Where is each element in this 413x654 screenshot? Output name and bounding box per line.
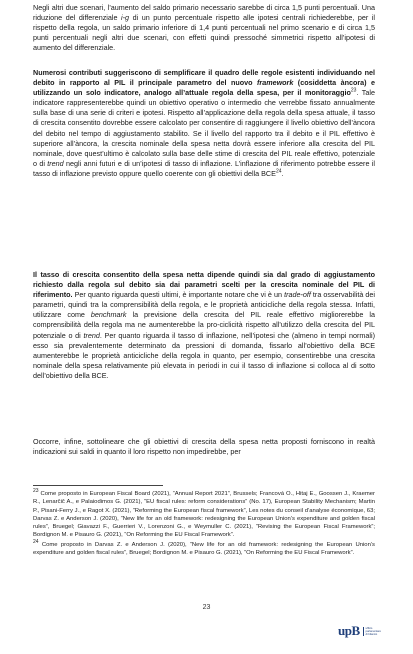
text-run: i-g (121, 13, 130, 23)
page-number: 23 (202, 604, 211, 611)
text-run: . (281, 168, 284, 178)
logo-line: di bilancio (365, 632, 378, 636)
text-run: Come proposto in Darvas Z. e Anderson J. (2020), “New life for an old framework: redesigning the European Union’s expenditure and golden fiscal rules”, Bruegel; Bordignon M. e Pisauro G. (2021), “On Reforming the EU Fiscal Framework”. (33, 541, 375, 557)
footnote-ref: 23 (33, 488, 39, 495)
paragraph-debt-anchor (33, 68, 375, 179)
paragraph-scenarios (33, 3, 375, 53)
text-run: Per quanto riguarda questi ultimi, è importante notare che vi è un (72, 290, 285, 300)
text-run: Come proposto in European Fiscal Board (2021), “Annual Report 2021”, Brussels; Francová O., Hitaj E., Goossen J., Kraemer R., Lenarčič A., e Palaiodimos G. (2021), “EU fiscal rules: reform considerations” (No. 17), European Stability Mechanism; Martin P., Pisani-Ferry J., e Ragot X. (2021), “Reforming the European fiscal framework”, Les notes du conseil d’analyse économique, 63; Darvas Z. e Anderson J. (2020), “New life for an old framework: redesigning the European Union’s expenditure and golden fiscal rules”, Bruegel; Giavazzi F., Guerrieri V., Lorenzoni G., e Weymuller C. (2021), “Revising the European Fiscal Framework”; Bordignon M. e Pisauro G. (2021), “On Reforming the EU Fiscal Framework”. (33, 491, 375, 539)
upb-logo (338, 623, 396, 639)
footnote-ref: 23 (350, 87, 357, 94)
footnote-separator (33, 485, 163, 486)
text-run: framework (257, 78, 294, 88)
text-run: trade-off (284, 290, 311, 300)
text-run: . Tale indicatore rappresenterebbe quindi un obiettivo operativo o intermedio che verrebbe fissato annualmente sulla base di una serie di criteri e ipotesi. Rispetto all’applicazione della regola della spesa attuale, il tasso di crescita consentito dovrebbe essere calcolato per consentire di raggiungere il livello obiettivo dell’àncora del debito nel tempo di aggiustamento stabilito. Se il livello del rapporto tra il debito e il PIL effettivo è superiore all’àncora, la crescita nominale della spesa netta dovrà essere inferiore alla crescita del PIL nominale, dove quest’ultimo è calcolato sulla base delle stime di crescita del PIL reale effettivo, potenziale o di (33, 88, 375, 168)
text-run: di un punto percentuale rispetto alle ipotesi centrali richiederebbe, per il rispetto della regola, un saldo primario inferiore di 1,4 punti percentuali nel primo scenario e di circa 1,5 punti percentuali negli altri due scenari, con effetti quindi pressoché simmetrici rispetto all’ipotesi di aumento del differenziale. (33, 13, 375, 53)
logo-mark: upB (338, 623, 360, 638)
text-run: Il tasso di crescita consentito della spesa netta dipende quindi sia dal grado di aggiustamento richiesto dalla regola sul debito sia dai parametri scelti per la crescita nominale del PIL di riferimento. (33, 270, 375, 300)
text-run: la previsione della crescita del PIL reale effettivo migliorerebbe la comprensibilità della regola ma ne aumenterebbe la pro-ciclicità rispetto all’utilizzo della crescita del PIL potenziale o di (33, 310, 375, 340)
logo-text (363, 627, 381, 636)
text-run: Numerosi contributi suggeriscono di semplificare il quadro delle regole esistenti individuando nel debito in rapporto al PIL il principale parametro del nuovo (33, 68, 375, 88)
text-run: negli anni futuri e di un’ipotesi di tasso di inflazione. L’inflazione di riferimento potrebbe essere il tasso di inflazione previsto oppure quello coerente con gli obiettivi della BCE (33, 158, 375, 178)
footnote-ref: 24 (275, 168, 282, 175)
footnotes (33, 490, 375, 558)
logo-line: ufficio (365, 626, 373, 630)
text-run: (cosiddetta àncora) e utilizzando un solo indicatore, analogo all’attuale regola della spesa, per il monitoraggio (33, 78, 375, 98)
paragraph-growth-rate (33, 270, 375, 381)
paragraph-closing (33, 437, 375, 457)
footnote-24 (33, 538, 375, 558)
text-run: benchmark (90, 310, 127, 320)
footnote-23 (33, 490, 375, 540)
text-run: trend (47, 158, 64, 168)
text-run: tra osservabilità dei parametri, quindi tra la comprensibilità della regola, e le proprietà anticicliche della regola stessa. Infatti, utilizzare come (33, 290, 376, 320)
text-run: trend (83, 330, 100, 340)
logo-line: parlamentare (365, 629, 381, 633)
text-run: Occorre, infine, sottolineare che gli obiettivi di crescita della spesa netta proposti forniscono in realtà indicazioni sui saldi in quanto il loro rispetto non impedirebbe, per (33, 437, 375, 457)
text-run: Negli altri due scenari, l’aumento del saldo primario necessario sarebbe di circa 1,5 punti percentuali. Una riduzione del differenziale (33, 3, 375, 23)
footnote-ref: 24 (33, 538, 39, 545)
text-run: . Per quanto riguarda il tasso di inflazione, nell’ipotesi che (almeno in tempi normali) esso sia prevalentemente determinato da pressioni di domanda, fissarlo all’obiettivo della BCE aumenterebbe le proprietà anticicliche della regola in quanto, per esempio, consentirebbe una crescita nominale della spesa relativamente più elevata in periodi in cui il tasso di inflazione si colloca al di sotto dell’obiettivo della BCE. (33, 330, 375, 380)
